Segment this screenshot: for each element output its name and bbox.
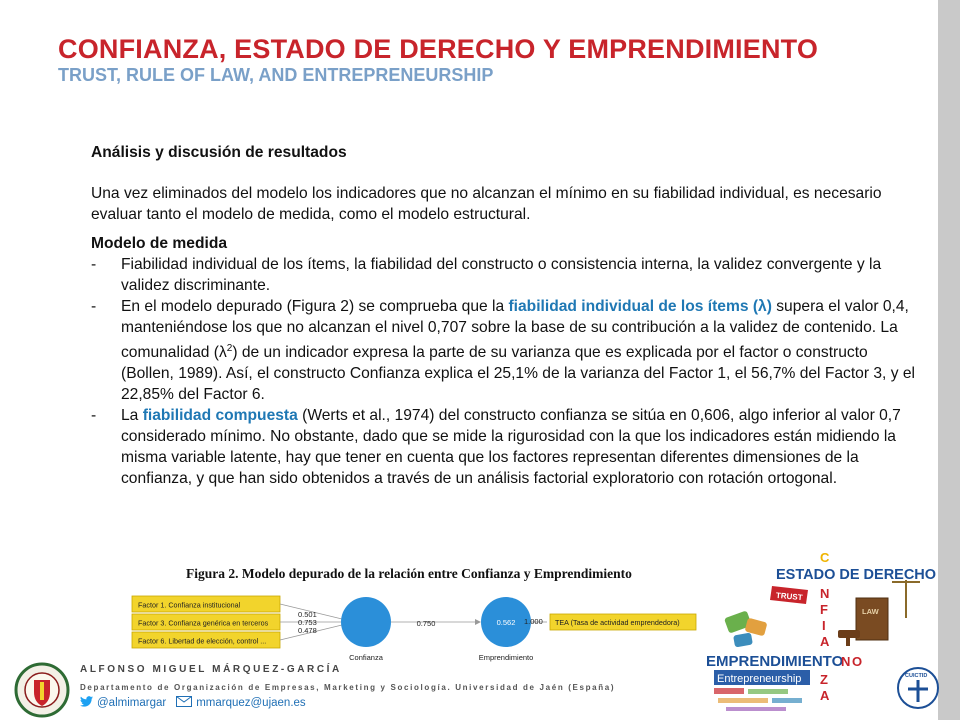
word-cloud — [772, 698, 802, 703]
confianza-letter: A — [820, 688, 830, 703]
email-link[interactable]: mmarquez@ujaen.es — [196, 697, 306, 709]
word-cloud — [748, 689, 788, 694]
bullet-text: (Werts et al., 1974) del constructo confianza se sitúa en 0,606, algo inferior al valor 0,7 considerado mínimo. No obstante, dado que se mide la rigurosidad con la que los indicadores están midiendo la misma variable latente, hay que tener en cuenta que los factores representan diferentes dimensiones de la confianza, y que han sido obtenidos a través de un análisis factorial exploratorio con rotación ortogonal. — [121, 407, 901, 488]
university-seal — [14, 662, 70, 718]
trust-label: TRUST — [775, 590, 803, 603]
bullet-text: supera el valor 0,4, manteniéndose los que no alcanzan el nivel 0,707 sobre la base de su contribución a la validez de contenido. La comunalidad ( — [121, 298, 909, 362]
confianza-letter: I — [822, 618, 826, 633]
slide-title: CONFIANZA, ESTADO DE DERECHO Y EMPRENDIMIENTO — [58, 34, 819, 64]
entrepreneurship-label: Entrepreneurship — [717, 673, 802, 685]
confianza-letter: N — [820, 586, 830, 601]
bullet-item — [91, 254, 921, 296]
arrow-head — [475, 619, 481, 625]
path-model-diagram — [130, 583, 710, 675]
r-squared: 0.562 — [496, 618, 516, 627]
factor-label: Factor 3. Confianza genérica en terceros — [138, 618, 269, 628]
slide-subtitle: TRUST, RULE OF LAW, AND ENTREPRENEURSHIP — [58, 65, 494, 85]
bullet-text: La — [121, 407, 143, 425]
loading-value: 0.478 — [298, 626, 317, 635]
outer-loading: 1.000 — [524, 617, 543, 626]
indicator-label: TEA (Tasa de actividad emprendedora) — [555, 618, 680, 627]
confianza-letter: N — [841, 654, 851, 669]
bullet-dash: - — [91, 298, 97, 315]
construct-label: Confianza — [349, 653, 383, 662]
word-cloud — [714, 688, 744, 694]
superscript: 2 — [226, 343, 233, 354]
gavel-head — [838, 630, 860, 638]
slide-content — [91, 142, 921, 489]
loading-value: 0.501 — [298, 610, 317, 619]
confianza-letter: F — [820, 602, 828, 617]
confianza-letter: O — [852, 654, 863, 669]
law-label: LAW — [862, 607, 879, 616]
twitter-handle[interactable]: @almimargar — [97, 697, 167, 709]
bullet-list — [91, 254, 921, 489]
highlight-term-close: ) — [766, 298, 772, 315]
email-icon — [176, 696, 192, 710]
highlight-term: fiabilidad individual de los ítems ( — [508, 298, 759, 315]
author-name: ALFONSO MIGUEL MÁRQUEZ-GARCÍA — [80, 664, 342, 675]
law-book — [856, 598, 888, 640]
estado-de-derecho-label: ESTADO DE DERECHO — [776, 567, 937, 583]
word-cloud — [726, 707, 786, 711]
lambda-symbol: λ — [218, 344, 227, 362]
confianza-letter: Z — [820, 672, 828, 687]
bullet-dash: - — [91, 256, 97, 273]
seal-shield-detail — [40, 682, 44, 700]
bullet-dash: - — [91, 407, 97, 425]
lambda-symbol: λ — [758, 298, 767, 315]
highlight-term: fiabilidad compuesta — [142, 407, 298, 425]
path-coefficient: 0.750 — [416, 619, 436, 628]
construct-label: Emprendimiento — [478, 653, 534, 662]
emprendimiento-label: EMPRENDIMIENTO — [706, 653, 844, 670]
theme-illustration — [706, 548, 944, 716]
contact-line — [80, 696, 306, 710]
confianza-letter: C — [820, 550, 830, 565]
bullet-item — [91, 405, 921, 489]
department-line: Departamento de Organización de Empresas, Marketing y Sociología. Universidad de Jaén (España) — [80, 683, 616, 692]
factor-label: Factor 6. Libertad de elección, control ... — [138, 636, 267, 646]
twitter-icon — [80, 696, 93, 710]
bullet-text: En el modelo depurado (Figura 2) se comprueba que la — [121, 298, 509, 315]
factor-label: Factor 1. Confianza institucional — [138, 600, 241, 610]
bullet-item — [91, 296, 921, 405]
word-cloud — [718, 698, 768, 703]
cuictid-label: CUICTID — [905, 673, 928, 679]
bullet-text: Fiabilidad individual de los ítems, la fiabilidad del constructo o consistencia interna, la validez convergente y la validez discriminante. — [121, 256, 882, 294]
gavel-handle — [846, 638, 850, 646]
section-title: Análisis y discusión de resultados — [91, 144, 347, 161]
subsection-title: Modelo de medida — [91, 235, 228, 252]
figure-caption: Figura 2. Modelo depurado de la relación entre Confianza y Emprendimiento — [186, 566, 632, 581]
construct-confianza — [341, 597, 391, 647]
bullet-text: ) de un indicador expresa la parte de su varianza que es explicada por el factor o constructo (Bollen, 1989). Así, el constructo Confianza explica el 25,1% de la varianza del Factor 1, el 56,7% del Factor 3, y el 22,85% del Factor 6. — [121, 344, 915, 404]
puzzle-piece — [733, 633, 753, 648]
confianza-letter: A — [820, 634, 830, 649]
loading-value: 0.753 — [298, 618, 317, 627]
intro-paragraph: Una vez eliminados del modelo los indicadores que no alcanzan el mínimo en su fiabilidad individual, es necesario evaluar tanto el modelo de medida, como el modelo estructural. — [91, 185, 882, 223]
